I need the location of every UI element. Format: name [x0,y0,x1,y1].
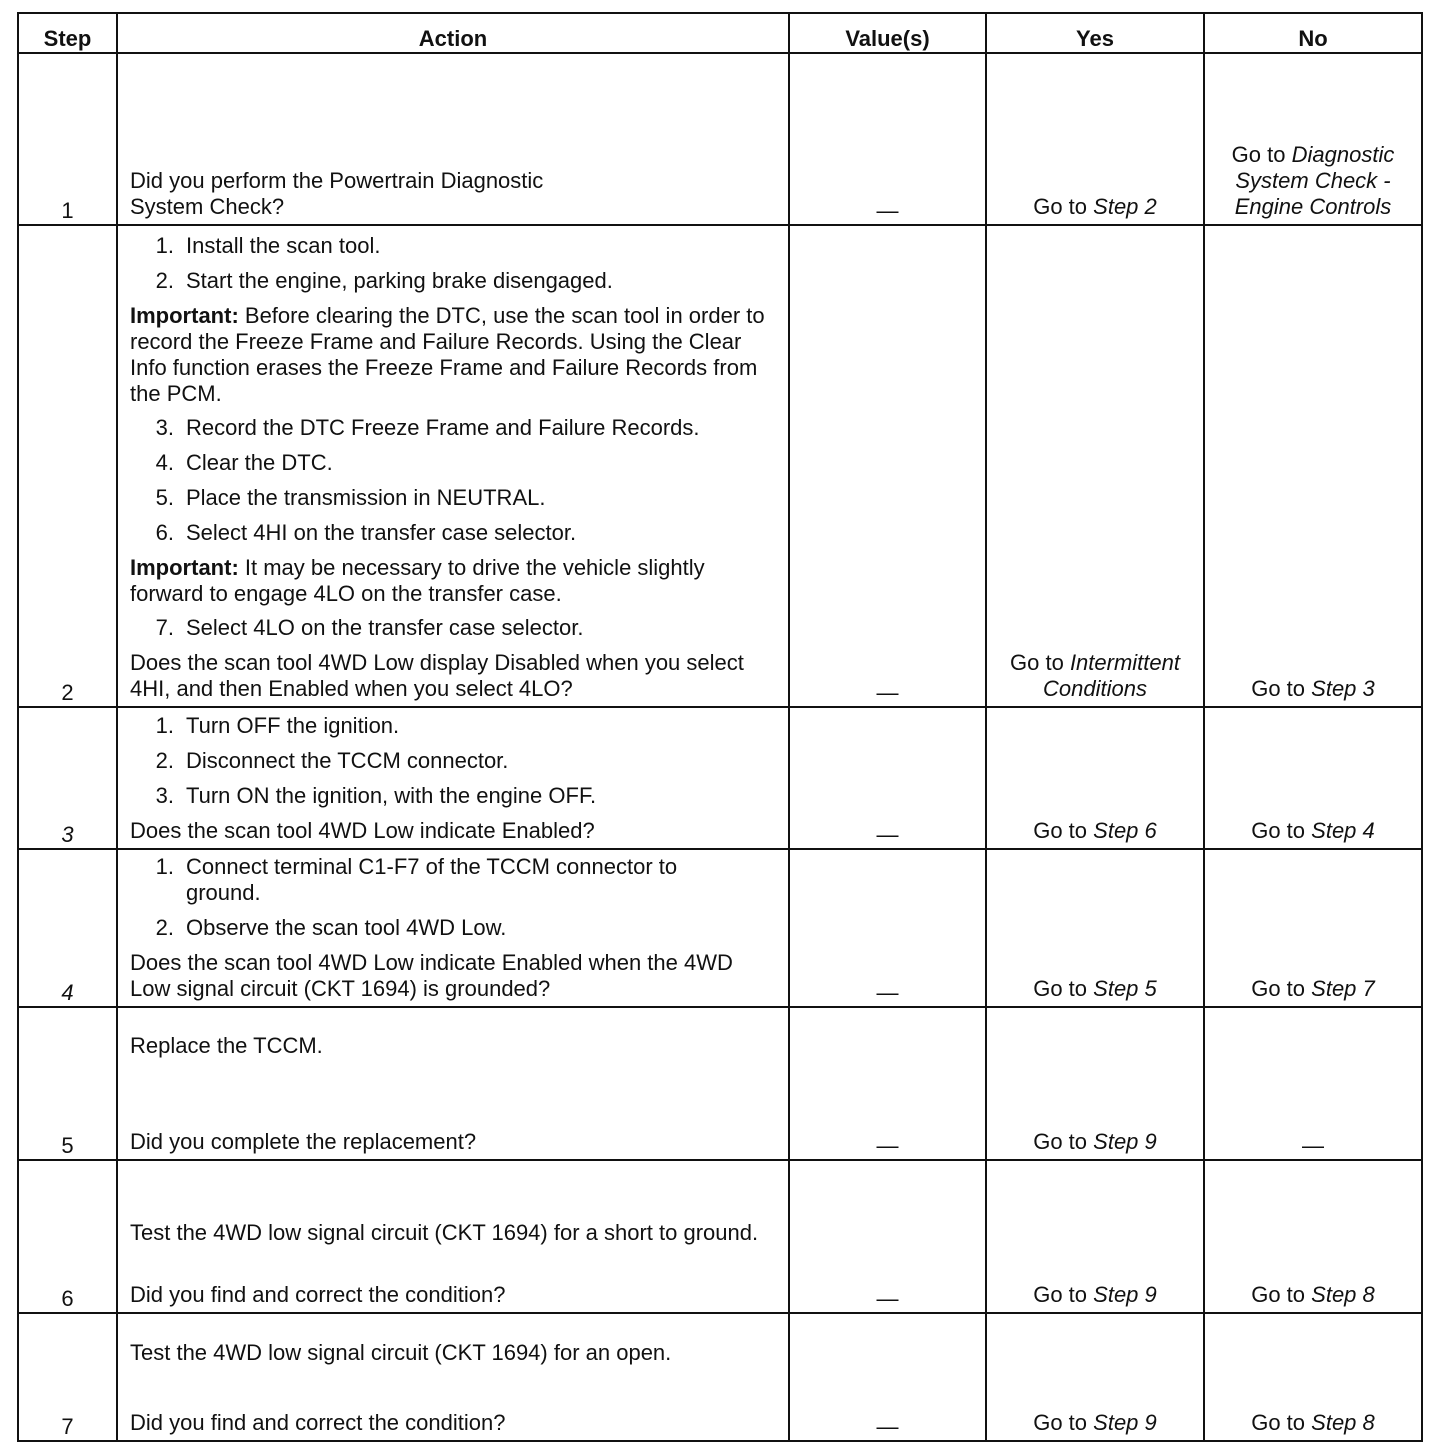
item-number: 1. [155,713,174,738]
item-number: 3. [155,415,174,440]
action-question: Does the scan tool 4WD Low indicate Enabled when the 4WD Low signal circuit (CKT 1694) is grounded? [130,950,733,1001]
no-cell: — [1204,1007,1422,1160]
yes-cell [986,1313,1204,1441]
action-item: Connect terminal C1-F7 of the TCCM connector to ground. [186,854,678,905]
table-row [18,225,1422,707]
action-cell [117,849,789,1007]
yes-cell [986,53,1204,225]
no-prefix: Go to [1251,1410,1306,1435]
table-row [18,849,1422,1007]
yes-link[interactable]: Step 9 [1093,1282,1157,1307]
action-cell [117,225,789,707]
value-cell: — [789,1160,986,1313]
no-prefix: Go to [1251,676,1306,701]
item-number: 5. [155,485,174,510]
yes-link-line2[interactable]: Conditions [1043,676,1147,701]
action-cell [117,1313,789,1441]
header-step: Step [18,13,117,53]
value-cell: — [789,53,986,225]
action-cell [117,53,789,225]
important-note [130,555,776,607]
action-item: Place the transmission in NEUTRAL. [186,485,546,510]
yes-prefix: Go to [1010,650,1064,675]
yes-prefix: Go to [1033,1410,1088,1435]
action-question: Did you complete the replacement? [130,1129,477,1154]
no-link-line2[interactable]: System Check - [1235,168,1391,193]
value-cell: — [789,707,986,849]
no-cell [1204,53,1422,225]
action-item: Select 4HI on the transfer case selector. [186,520,577,545]
important-text: It may be necessary to drive the vehicle slightly forward to engage 4LO on the transfer case. [130,555,705,606]
step-number: 4 [18,849,117,1007]
action-question: Did you find and correct the condition? [130,1410,506,1435]
no-link[interactable]: Step 8 [1311,1282,1375,1307]
no-link[interactable]: Step 7 [1311,976,1375,1001]
step-number: 5 [18,1007,117,1160]
action-item: Record the DTC Freeze Frame and Failure Records. [186,415,700,440]
yes-prefix: Go to [1033,194,1088,219]
action-text: Test the 4WD low signal circuit (CKT 1694) for an open. [130,1340,672,1365]
yes-link[interactable]: Step 9 [1093,1410,1157,1435]
important-note [130,303,776,407]
action-item: Select 4LO on the transfer case selector. [186,615,584,640]
yes-link[interactable]: Step 6 [1093,818,1157,843]
no-link-line3[interactable]: Engine Controls [1234,194,1392,219]
item-number: 2. [155,268,174,293]
item-number: 1. [155,233,174,258]
no-link[interactable]: Step 4 [1311,818,1375,843]
table-row [18,53,1422,225]
value-cell: — [789,225,986,707]
yes-cell [986,225,1204,707]
header-no: No [1204,13,1422,53]
action-text: Replace the TCCM. [130,1033,323,1058]
action-text: Test the 4WD low signal circuit (CKT 1694) for a short to ground. [130,1220,759,1245]
diagnostic-table [17,12,1423,1442]
action-question: Does the scan tool 4WD Low display Disabled when you select 4HI, and then Enabled when you select 4LO? [130,650,744,701]
action-item: Turn ON the ignition, with the engine OFF. [186,783,597,808]
action-item: Disconnect the TCCM connector. [186,748,509,773]
action-question: Does the scan tool 4WD Low indicate Enabled? [130,818,595,843]
header-yes: Yes [986,13,1204,53]
yes-cell [986,849,1204,1007]
action-item: Start the engine, parking brake disengaged. [186,268,613,293]
header-values: Value(s) [789,13,986,53]
no-link[interactable]: Step 8 [1311,1410,1375,1435]
yes-cell [986,1160,1204,1313]
yes-cell [986,707,1204,849]
action-item: Install the scan tool. [186,233,381,258]
table-row [18,1007,1422,1160]
no-cell [1204,1313,1422,1441]
header-action: Action [117,13,789,53]
step-number: 2 [18,225,117,707]
no-cell [1204,849,1422,1007]
step-number: 7 [18,1313,117,1441]
yes-link[interactable]: Step 9 [1093,1129,1157,1154]
important-text: Before clearing the DTC, use the scan tool in order to record the Freeze Frame and Failure Records. Using the Clear Info function erases the Freeze Frame and Failure Records from the PCM. [130,303,765,406]
no-cell [1204,225,1422,707]
no-prefix: Go to [1251,1282,1306,1307]
no-prefix: Go to [1251,976,1306,1001]
item-number: 3. [155,783,174,808]
important-label: Important: [130,303,239,328]
header-row [18,13,1422,53]
item-number: 2. [155,748,174,773]
action-cell [117,1160,789,1313]
yes-prefix: Go to [1033,976,1088,1001]
value-cell: — [789,849,986,1007]
table-row [18,707,1422,849]
yes-link[interactable]: Step 2 [1093,194,1157,219]
table-row [18,1313,1422,1441]
action-item: Clear the DTC. [186,450,333,475]
yes-link[interactable]: Step 5 [1093,976,1157,1001]
action-item: Observe the scan tool 4WD Low. [186,915,507,940]
item-number: 1. [155,854,174,879]
no-link[interactable]: Step 3 [1311,676,1375,701]
yes-link[interactable]: Intermittent [1069,650,1180,675]
yes-prefix: Go to [1033,1129,1088,1154]
yes-prefix: Go to [1033,818,1088,843]
action-cell [117,1007,789,1160]
action-cell [117,707,789,849]
item-number: 7. [155,615,174,640]
no-cell [1204,1160,1422,1313]
yes-cell [986,1007,1204,1160]
no-prefix: Go to [1251,818,1306,843]
item-number: 4. [155,450,174,475]
action-question: Did you find and correct the condition? [130,1282,506,1307]
action-question: Did you perform the Powertrain Diagnostic System Check? [130,168,544,219]
action-item: Turn OFF the ignition. [186,713,400,738]
step-number: 1 [18,53,117,225]
no-link[interactable]: Diagnostic [1291,142,1395,167]
item-number: 2. [155,915,174,940]
value-cell: — [789,1313,986,1441]
value-cell: — [789,1007,986,1160]
item-number: 6. [155,520,174,545]
step-number: 3 [18,707,117,849]
step-number: 6 [18,1160,117,1313]
no-cell [1204,707,1422,849]
no-prefix: Go to [1231,142,1286,167]
table-row [18,1160,1422,1313]
important-label: Important: [130,555,239,580]
yes-prefix: Go to [1033,1282,1088,1307]
